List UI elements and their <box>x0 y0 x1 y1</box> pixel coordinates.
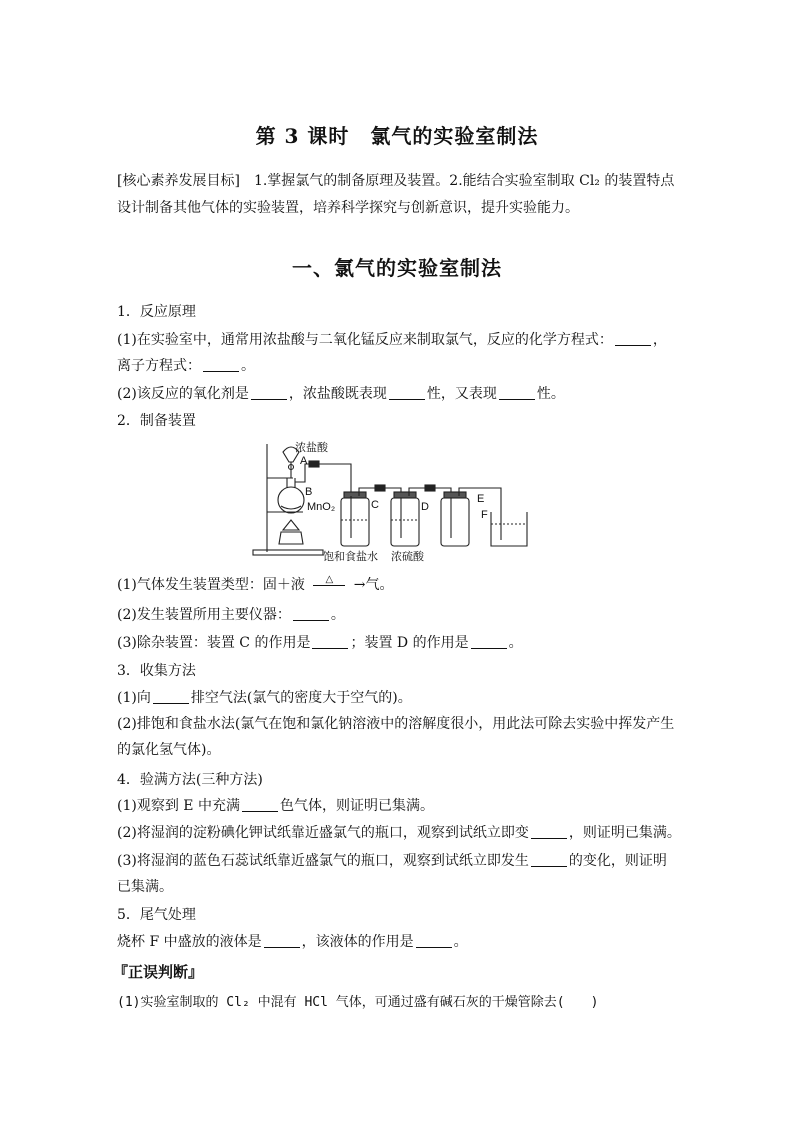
item-heading-3: 3．收集方法 <box>117 663 196 679</box>
question-3-1 <box>117 688 679 708</box>
true-false-item-1: (1)实验室制取的 Cl₂ 中混有 HCl 气体，可通过盛有碱石灰的干燥管除去( ) <box>117 995 599 1010</box>
question-text: ，则证明已集满。 <box>568 825 681 841</box>
label-b: B <box>305 486 313 498</box>
label-c: C <box>371 499 379 511</box>
item-heading-1: 1．反应原理 <box>117 304 196 320</box>
bottle-c-stopper <box>344 492 366 498</box>
question-text: 烧杯 F 中盛放的液体是 <box>117 934 262 950</box>
heat-symbol: △ <box>325 574 334 585</box>
bottle-d-stopper <box>394 492 416 498</box>
question-2-2 <box>117 605 679 625</box>
core-goal-tag: [核心素养发展目标] <box>117 173 240 189</box>
question-2-3 <box>117 633 679 653</box>
question-2-1 <box>117 575 679 595</box>
question-4-2 <box>117 823 679 843</box>
alcohol-lamp <box>279 532 303 544</box>
answer-blank[interactable] <box>416 933 452 948</box>
question-text: →气。 <box>353 577 394 593</box>
rubber-connector <box>309 461 319 467</box>
question-5-1 <box>117 932 679 952</box>
question-text: 。 <box>330 607 345 623</box>
question-text: 性，又表现 <box>426 386 497 402</box>
question-text: 。 <box>453 934 468 950</box>
question-text: 排空气法(氯气的密度大于空气的)。 <box>190 690 412 706</box>
question-text: 的变化，则证明已集满。 <box>117 853 667 895</box>
question-text: 。 <box>241 358 255 374</box>
answer-blank[interactable] <box>499 385 535 400</box>
true-false-heading: 『正误判断』 <box>113 963 204 981</box>
question-text: ，该液体的作用是 <box>301 934 414 950</box>
question-text: (1)气体发生装置类型：固＋液 <box>117 577 305 593</box>
item-heading-4: 4．验满方法(三种方法) <box>117 772 263 788</box>
label-brine: 饱和食盐水 <box>323 550 378 563</box>
question-text: (3)除杂装置：装置 C 的作用是 <box>117 635 311 651</box>
rubber-connector <box>375 485 385 491</box>
bottle-c <box>341 498 369 546</box>
question-1-1 <box>117 327 679 379</box>
core-goal-paragraph <box>117 168 679 222</box>
answer-blank[interactable] <box>471 634 507 649</box>
flask-contents <box>281 506 301 509</box>
page-title: 第 3 课时 氯气的实验室制法 <box>255 124 539 148</box>
answer-blank[interactable] <box>153 689 189 704</box>
question-text: 。 <box>508 635 523 651</box>
question-text: ，浓盐酸既表现 <box>288 386 387 402</box>
item-heading-2: 2．制备装置 <box>117 413 196 429</box>
section-heading: 一、氯气的实验室制法 <box>292 256 502 280</box>
apparatus-diagram <box>245 440 545 564</box>
answer-blank[interactable] <box>203 357 239 372</box>
bottle-e <box>441 498 469 546</box>
answer-blank[interactable] <box>615 331 651 346</box>
answer-blank[interactable] <box>242 797 278 812</box>
label-mno2: MnO₂ <box>307 501 336 513</box>
label-h2so4: 浓硫酸 <box>391 550 424 563</box>
label-e: E <box>477 493 485 505</box>
answer-blank[interactable] <box>531 852 567 867</box>
rubber-connector <box>425 485 435 491</box>
label-d: D <box>421 501 429 513</box>
apparatus-svg <box>245 440 545 564</box>
reaction-bar <box>313 585 345 586</box>
question-text: (2)发生装置所用主要仪器： <box>117 607 291 623</box>
stand-base <box>253 550 323 555</box>
question-text: (1)观察到 E 中充满 <box>117 798 240 814</box>
question-text: (3)将湿润的蓝色石蕊试纸靠近盛氯气的瓶口，观察到试纸立即发生 <box>117 853 529 869</box>
label-conc-hcl: 浓盐酸 <box>295 441 328 454</box>
burner-flame <box>283 520 299 530</box>
bottle-e-stopper <box>444 492 466 498</box>
question-3-2: (2)排饱和食盐水法(氯气在饱和氯化钠溶液中的溶解度很小，用此法可除去实验中挥发产生的氯化氢气体)。 <box>117 716 675 758</box>
label-a: A <box>300 455 308 467</box>
question-text: (1)在实验室中，通常用浓盐酸与二氧化锰反应来制取氯气，反应的化学方程式： <box>117 332 613 348</box>
question-text: (2)该反应的氧化剂是 <box>117 386 249 402</box>
question-text: (1)向 <box>117 690 151 706</box>
answer-blank[interactable] <box>531 824 567 839</box>
question-4-1 <box>117 796 679 816</box>
question-text: ；装置 D 的作用是 <box>350 635 469 651</box>
label-f: F <box>481 509 488 521</box>
answer-blank[interactable] <box>251 385 287 400</box>
delivery-tube <box>295 464 351 496</box>
question-1-2 <box>117 384 679 404</box>
question-text: 性。 <box>536 386 565 402</box>
question-text: (2)将湿润的淀粉碘化钾试纸靠近盛氯气的瓶口，观察到试纸立即变 <box>117 825 529 841</box>
core-goal-text: 1.掌握氯气的制备原理及装置。2.能结合实验室制取 Cl₂ 的装置特点设计制备其他气体的实验装置，培养科学探究与创新意识，提升实验能力。 <box>117 173 675 216</box>
item-heading-5: 5．尾气处理 <box>117 907 196 923</box>
heating-condition <box>309 575 349 597</box>
answer-blank[interactable] <box>293 606 329 621</box>
question-4-3 <box>117 848 679 900</box>
answer-blank[interactable] <box>312 634 348 649</box>
answer-blank[interactable] <box>389 385 425 400</box>
answer-blank[interactable] <box>264 933 300 948</box>
bottle-d <box>391 498 419 546</box>
beaker-f <box>491 512 527 546</box>
question-text: 色气体，则证明已集满。 <box>279 798 434 814</box>
question-text: ，离子方程式： <box>117 332 667 374</box>
